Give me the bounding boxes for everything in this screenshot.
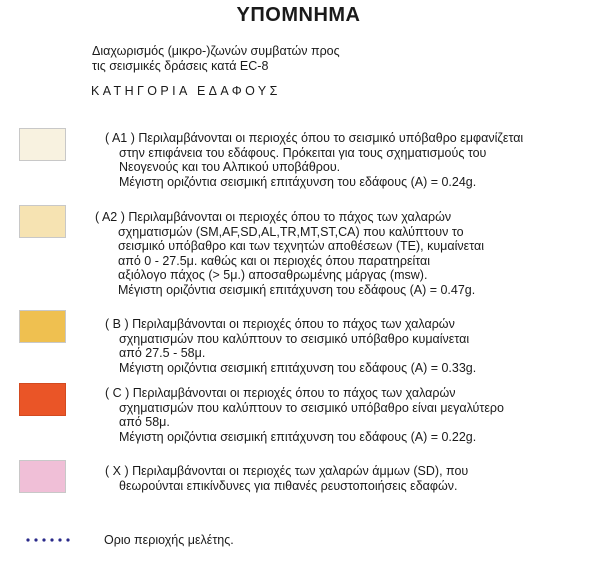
entry-x	[105, 464, 468, 493]
entry-line: από 0 - 27.5μ. καθώς και οι περιοχές όπου παρατηρείται	[118, 253, 431, 268]
boundary-dots	[26, 538, 69, 541]
entry-line: ( Χ ) Περιλαμβάνονται οι περιοχές των χαλαρών άμμων (SD), που	[105, 464, 469, 478]
swatch-c	[19, 383, 66, 416]
entry-line: Μέγιστη οριζόντια σεισμική επιτάχυνση του εδάφους (Α) = 0.33g.	[119, 360, 477, 375]
entry-line: Νεογενούς και του Αλπικού υποβάθρου.	[119, 160, 341, 175]
entry-line: ( Α1 ) Περιλαμβάνονται οι περιοχές όπου το σεισμικό υπόβαθρο εμφανίζεται	[105, 131, 524, 145]
boundary-dotted-line-icon	[25, 537, 75, 543]
entry-line: από 27.5 - 58μ.	[119, 346, 206, 361]
boundary-label: Οριο περιοχής μελέτης.	[104, 533, 234, 547]
entry-b	[105, 317, 476, 375]
entry-a2	[95, 210, 484, 298]
swatch-x	[19, 460, 66, 493]
subtitle-line: Διαχωρισμός (μικρο-)ζωνών συμβατών προς	[92, 44, 340, 58]
category-heading: ΚΑΤΗΓΟΡΙΑ ΕΔΑΦΟΥΣ	[91, 84, 281, 98]
entry-line: σχηματισμών που καλύπτουν το σεισμικό υπόβαθρο είναι μεγαλύτερο	[119, 400, 504, 415]
entry-line: Μέγιστη οριζόντια σεισμική επιτάχυνση του εδάφους (Α) = 0.47g.	[118, 282, 476, 297]
entry-a1	[105, 131, 523, 189]
entry-line: Μέγιστη οριζόντια σεισμική επιτάχυνση του εδάφους (Α) = 0.24g.	[119, 174, 477, 189]
entry-line: θεωρούνται επικίνδυνες για πιθανές ρευστοποιήσεις εδαφών.	[119, 478, 458, 493]
entry-line: ( C ) Περιλαμβάνονται οι περιοχές όπου το πάχος των χαλαρών	[105, 386, 456, 400]
entry-line: ( Α2 ) Περιλαμβάνονται οι περιοχές όπου το πάχος των χαλαρών	[95, 210, 452, 224]
entry-line: Μέγιστη οριζόντια σεισμική επιτάχυνση του εδάφους (Α) = 0.22g.	[119, 429, 477, 444]
entry-line: αξιόλογο πάχος (> 5μ.) αποσαθρωμένης μάργας (msw).	[118, 268, 428, 283]
subtitle-line: τις σεισμικές δράσεις κατά EC-8	[92, 59, 269, 73]
entry-line: από 58μ.	[119, 415, 170, 430]
entry-line: ( Β ) Περιλαμβάνονται οι περιοχές όπου το πάχος των χαλαρών	[105, 317, 455, 331]
entry-c	[105, 386, 504, 444]
legend-subtitle	[92, 44, 340, 74]
entry-line: σεισμικό υπόβαθρο και των τεχνητών αποθέσεων (ΤΕ), κυμαίνεται	[118, 239, 484, 254]
swatch-a2	[19, 205, 66, 238]
swatch-b	[19, 310, 66, 343]
swatch-a1	[19, 128, 66, 161]
entry-line: σχηματισμών (SM,AF,SD,AL,TR,MT,ST,CA) που καλύπτουν το	[118, 224, 464, 239]
entry-line: στην επιφάνεια του εδάφους. Πρόκειται για τους σχηματισμούς του	[119, 145, 487, 160]
legend-title: ΥΠΟΜΝΗΜΑ	[236, 4, 361, 26]
entry-line: σχηματισμών που καλύπτουν το σεισμικό υπόβαθρο κυμαίνεται	[119, 331, 470, 346]
